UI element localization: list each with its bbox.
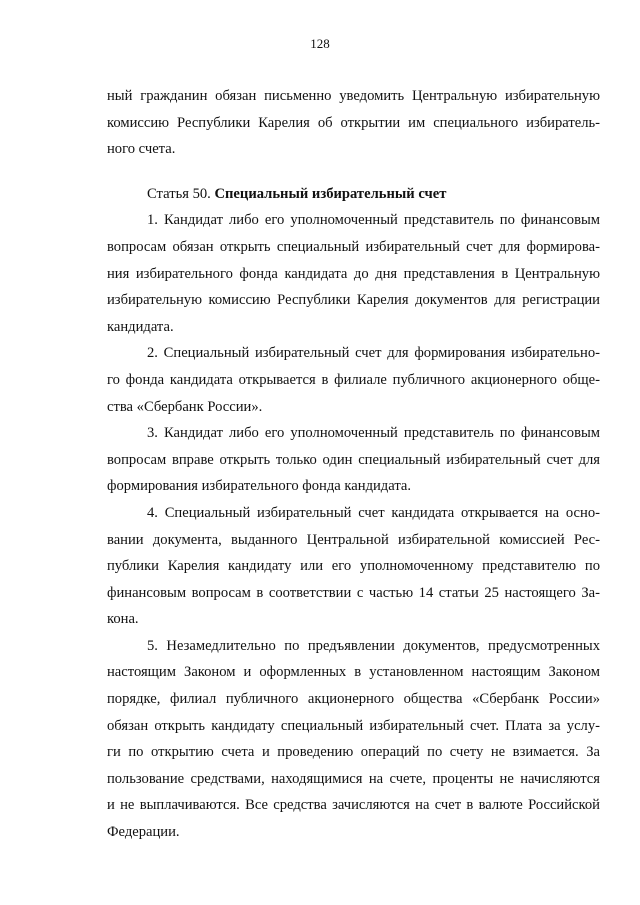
text-line: формирования избирательного фонда кандидата.	[107, 478, 412, 495]
text-line: избирательную комиссию Республики Карелия документов для регистрации	[107, 292, 600, 309]
text-line: ный гражданин обязан письменно уведомить Центральную избирательную	[107, 88, 600, 104]
paragraph-3	[107, 420, 600, 500]
article-heading	[107, 181, 600, 208]
text-line: вопросам обязан открыть специальный избирательный счет для формирова-	[107, 238, 600, 255]
text-line: вании документа, выданного Центральной избирательной комиссией Рес-	[107, 531, 600, 548]
document-body	[107, 83, 600, 846]
text-line: кона.	[107, 611, 139, 628]
paragraph-2	[107, 340, 600, 420]
page-number: 128	[310, 36, 330, 51]
text-line: ния избирательного фонда кандидата до дня представления в Центральную	[107, 265, 600, 282]
text-line: пользование средствами, находящимися на счете, проценты не начисляются	[107, 770, 600, 787]
paragraph-4	[107, 500, 600, 633]
text-line: ги по открытию счета и проведению операций по счету не взимается. За	[107, 744, 600, 761]
text-line: Федерации.	[107, 824, 180, 841]
text-line: комиссию Республики Карелия об открытии им специального избиратель-	[107, 114, 600, 131]
intro-paragraph	[107, 83, 600, 163]
text-line: го фонда кандидата открывается в филиале публичного акционерного обще-	[107, 371, 600, 388]
text-line: 2. Специальный избирательный счет для формирования избирательно-	[147, 345, 600, 362]
text-line: 1. Кандидат либо его уполномоченный представитель по финансовым	[147, 212, 600, 229]
text-line: и не выплачиваются. Все средства зачисляются на счет в валюте Российской	[107, 797, 600, 814]
text-line: 5. Незамедлительно по предъявлении документов, предусмотренных	[147, 637, 600, 654]
text-line: обязан открыть кандидату специальный избирательный счет. Плата за услу-	[107, 717, 600, 734]
text-line: 3. Кандидат либо его уполномоченный представитель по финансовым	[147, 425, 600, 442]
text-line: ного счета.	[107, 141, 176, 158]
text-line: 4. Специальный избирательный счет кандидата открывается на осно-	[147, 504, 600, 521]
text-line: вопросам вправе открыть только один специальный избирательный счет для	[107, 451, 600, 468]
paragraph-1	[107, 207, 600, 340]
article-title: Специальный избирательный счет	[214, 185, 447, 202]
text-line: публики Карелия кандидату или его уполномоченному представителю по	[107, 558, 600, 575]
article-number: Статья 50.	[147, 185, 215, 202]
text-line: порядке, филиал публичного акционерного общества «Сбербанк России»	[107, 691, 600, 708]
text-line: настоящим Законом и оформленных в установленном настоящим Законом	[107, 664, 600, 681]
text-line: финансовым вопросам в соответствии с частью 14 статьи 25 настоящего За-	[107, 584, 600, 601]
text-line: кандидата.	[107, 318, 174, 335]
paragraph-5	[107, 633, 600, 846]
text-line: ства «Сбербанк России».	[107, 398, 263, 415]
